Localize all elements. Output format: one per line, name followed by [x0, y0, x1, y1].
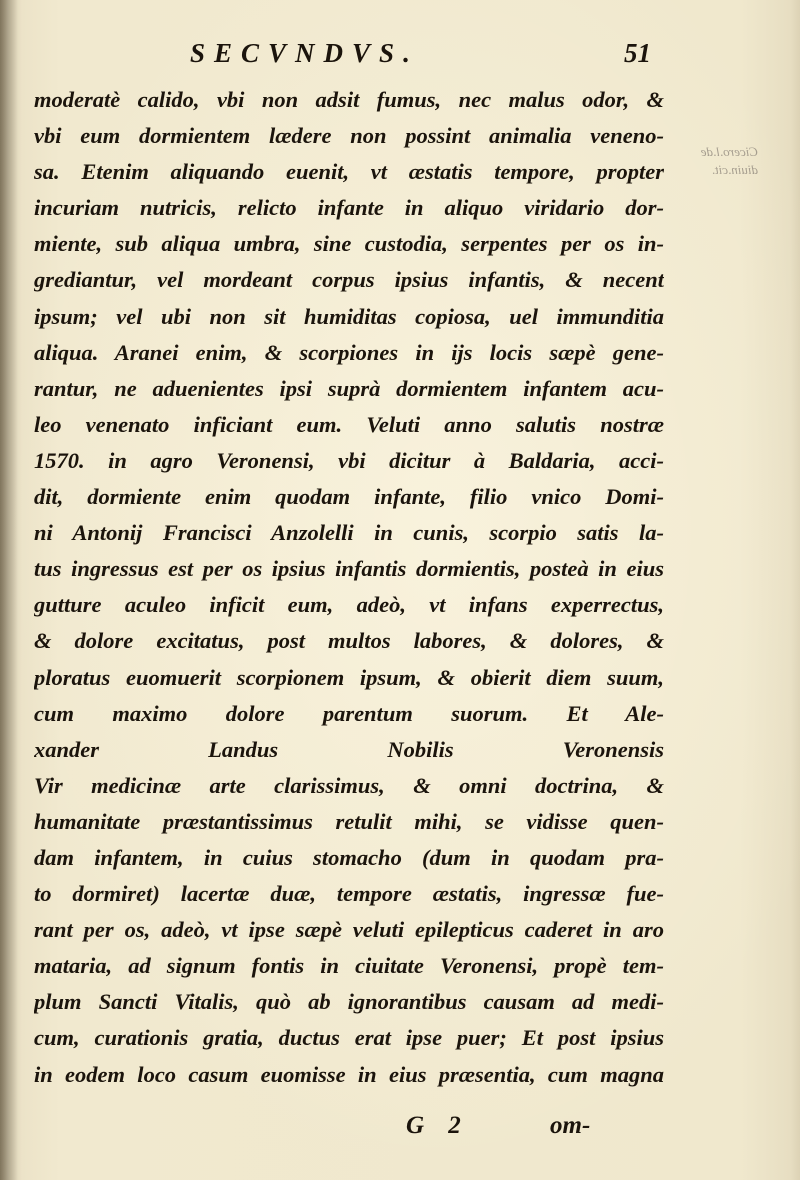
text-line: cum, curationis gratia, ductus erat ipse puer; Et post ipsius [34, 1025, 664, 1051]
text-line: vbi eum dormientem lædere non possint animalia veneno- [34, 123, 664, 149]
text-line: dam infantem, in cuius stomacho (dum in quodam pra- [34, 844, 664, 870]
page-header [0, 38, 800, 78]
text-line: ni Antonij Francisci Anzolelli in cunis, scorpio satis la- [34, 520, 664, 546]
marginal-note-line: Cicero.l.de [700, 144, 758, 159]
text-line: sa. Etenim aliquando euenit, vt æstatis tempore, propter [34, 159, 664, 185]
text-line: xander Landus Nobilis Veronensis [34, 736, 664, 762]
text-line: mataria, ad signum fontis in ciuitate Veronensi, propè tem- [34, 953, 664, 979]
text-line: aliqua. Aranei enim, & scorpiones in ijs locis sæpè gene- [34, 339, 664, 365]
text-line: ploratus euomuerit scorpionem ipsum, & obierit diem suum, [34, 664, 664, 690]
text-line: humanitate præstantissimus retulit mihi, se vidisse quen- [34, 808, 664, 834]
text-line: moderatè calido, vbi non adsit fumus, nec malus odor, & [34, 87, 664, 112]
main-text-block [34, 82, 664, 1093]
text-line: grediantur, vel mordeant corpus ipsius infantis, & necent [34, 267, 664, 293]
text-line: Vir medicinæ arte clarissimus, & omni doctrina, & [34, 772, 664, 798]
running-head: SECVNDVS. [190, 38, 419, 68]
catchword: om- [550, 1112, 591, 1139]
marginal-note-line: diuin.cit. [711, 162, 758, 177]
text-line: miente, sub aliqua umbra, sine custodia, serpentes per os in- [34, 231, 664, 257]
text-line: in eodem loco casum euomisse in eius præsentia, cum magna [34, 1061, 664, 1087]
page-footer [0, 1112, 800, 1152]
text-line: rant per os, adeò, vt ipse sæpè veluti epilepticus caderet in aro [34, 917, 664, 943]
text-line: leo venenato inficiant eum. Veluti anno salutis nostræ [34, 411, 664, 437]
marginal-note-showthrough [668, 143, 758, 179]
text-line: dit, dormiente enim quodam infante, filio vnico Domi- [34, 484, 664, 510]
signature-mark: G 2 [406, 1112, 461, 1139]
page-number: 51 [624, 38, 651, 68]
text-line: tus ingressus est per os ipsius infantis dormientis, posteà in eius [34, 556, 664, 582]
text-line: 1570. in agro Veronensi, vbi dicitur à Baldaria, acci- [34, 447, 664, 473]
text-line: rantur, ne aduenientes ipsi suprà dormientem infantem acu- [34, 375, 664, 401]
gutter-shadow [0, 0, 18, 1180]
text-line: to dormiret) lacertæ duæ, tempore æstatis, ingressæ fue- [34, 881, 664, 907]
text-line: plum Sancti Vitalis, quò ab ignorantibus causam ad medi- [34, 989, 664, 1015]
text-line: gutture aculeo inficit eum, adeò, vt infans experrectus, [34, 592, 664, 618]
text-line: ipsum; vel ubi non sit humiditas copiosa, uel immunditia [34, 303, 664, 329]
text-line: & dolore excitatus, post multos labores, & dolores, & [34, 628, 664, 654]
text-line: incuriam nutricis, relicto infante in aliquo viridario dor- [34, 195, 664, 221]
text-line: cum maximo dolore parentum suorum. Et Ale- [34, 700, 664, 726]
